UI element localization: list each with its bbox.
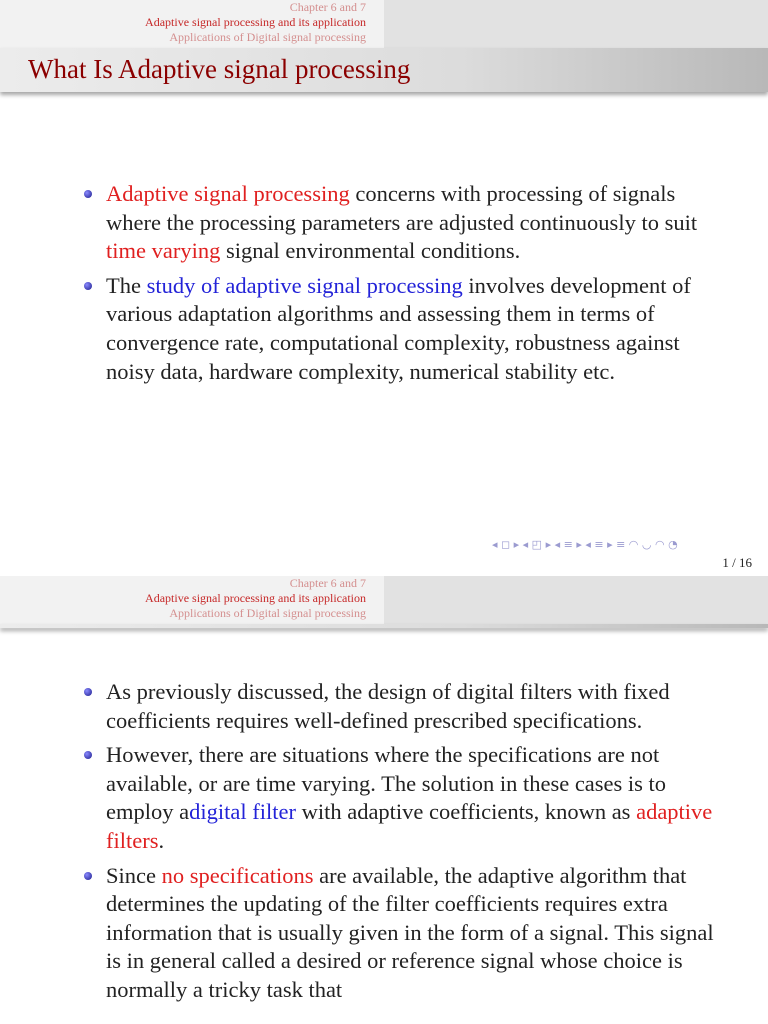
frame-title: What Is Adaptive signal processing (28, 54, 411, 84)
frame-title-bar (0, 48, 768, 92)
bullet-list (84, 678, 714, 1011)
slide-header (0, 0, 768, 48)
bullet-icon (84, 190, 92, 198)
bullet-text: signal environmental conditions. (220, 238, 521, 264)
highlighted-term: time varying (106, 238, 221, 264)
header-section[interactable]: Adaptive signal processing and its application (145, 15, 366, 29)
bullet-text: are available, the adaptive algorithm that determines the updating of the filter coefficients requires extra information that is usually given in the form of a signal. This signal is in general called a desired or reference signal whose choice is normally a tricky task that (106, 862, 714, 1002)
bullet-item (84, 862, 714, 1005)
bullet-icon (84, 751, 92, 759)
slide-header (0, 576, 768, 624)
bullet-icon (84, 282, 92, 290)
bullet-icon (84, 872, 92, 880)
header-subsection[interactable]: Applications of Digital signal processing (169, 30, 366, 44)
bullet-item (84, 272, 714, 386)
highlighted-term: digital filter (189, 799, 296, 825)
highlighted-term: no specifications (161, 862, 314, 888)
bullet-text: . (158, 827, 165, 853)
bullet-text: As previously discussed, the design of digital filters with fixed coefficients requires well-defined prescribed specifications. (106, 679, 670, 733)
bullet-text: with adaptive coefficients, known as (295, 799, 637, 825)
bullet-item (84, 741, 714, 855)
beamer-navigation-icons[interactable]: ◂ ◻ ▸ ◂ ◰ ▸ ◂ ≡ ▸ ◂ ≡ ▸ ≡ ◠ ◡ ◠ ◔ (492, 538, 678, 551)
header-section-panel (0, 576, 384, 624)
header-section-panel (0, 0, 384, 48)
highlighted-term: adaptive filters (106, 799, 713, 853)
header-chapter[interactable]: Chapter 6 and 7 (289, 576, 366, 590)
bullet-text: Since (106, 862, 162, 888)
bullet-item (84, 180, 714, 266)
header-chapter[interactable]: Chapter 6 and 7 (289, 0, 366, 14)
bullet-icon (84, 688, 92, 696)
slide-2 (0, 576, 768, 1024)
highlighted-term: study of adaptive signal processing (146, 272, 463, 298)
bullet-item (84, 678, 714, 735)
header-section[interactable]: Adaptive signal processing and its application (145, 591, 366, 605)
bullet-text: concerns with processing of signals where the processing parameters are adjusted continuously to suit (106, 181, 698, 235)
bullet-list (84, 180, 714, 392)
page-number: 1 / 16 (722, 555, 752, 570)
header-subsection[interactable]: Applications of Digital signal processing (169, 606, 366, 620)
bullet-text: However, there are situations where the specifications are not available, or are time varying. The solution in these cases is to employ a (106, 742, 667, 825)
highlighted-term: Adaptive signal processing (106, 181, 350, 206)
header-right-panel (384, 0, 768, 48)
bullet-text: The (106, 272, 147, 298)
frame-title-bar (0, 624, 768, 628)
bullet-text: involves development of various adaptation algorithms and assessing them in terms of convergence rate, computational complexity, robustness against noisy data, hardware complexity, numerical stability etc. (106, 272, 691, 384)
header-right-panel (384, 576, 768, 624)
